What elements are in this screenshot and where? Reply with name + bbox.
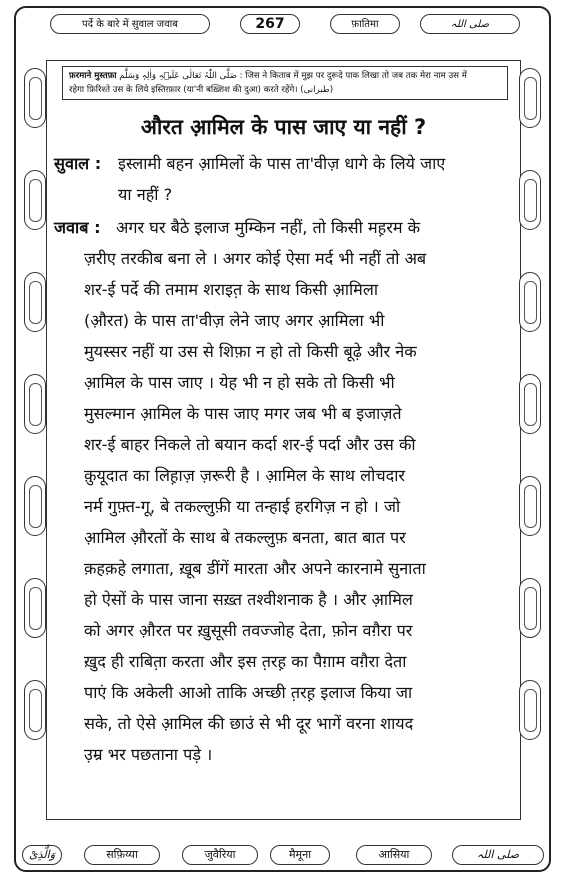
header-calligraphy: صلی اللہ xyxy=(420,14,520,34)
answer-line: सके, तो ऐसे आ़मिल की छाउं से भी दूर भागें वरना शायद xyxy=(84,714,414,733)
side-medallion xyxy=(24,374,46,434)
question-label: सुवाल : xyxy=(54,154,102,173)
footer-calligraphy-left: وَالَّذِیْ xyxy=(22,845,62,865)
answer-line: अगर घर बैठे इलाज मुम्किन नहीं, तो किसी मह़रम के xyxy=(116,218,421,237)
notice-label: फ़रमाने मुस्तफ़ा xyxy=(69,71,117,81)
side-medallion xyxy=(24,170,46,230)
answer-line: शर-ई बाहर निकले तो बयान कर्दा शर-ई पर्दा और उस की xyxy=(84,435,416,454)
side-medallion xyxy=(519,476,541,536)
side-medallion xyxy=(519,374,541,434)
answer-line: पाएं कि अकेली आओ ताकि अच्छी त़रह़ इलाज किया जा xyxy=(84,683,413,702)
side-medallion xyxy=(24,578,46,638)
answer-line: मुयस्सर नहीं या उस से शिफ़ा न हो तो किसी बूढ़े और नेक xyxy=(84,342,417,361)
answer-line: आ़मिल औ़रतों के साथ बे तकल्लुफ़ बनता, बात बात पर xyxy=(84,528,406,547)
footer-name: सफ़िय्या xyxy=(84,845,160,865)
side-medallion xyxy=(519,68,541,128)
page-number: 267 xyxy=(240,14,300,34)
side-medallion xyxy=(519,680,541,740)
side-medallion xyxy=(24,476,46,536)
hadith-notice xyxy=(62,66,508,100)
answer-line: आ़मिल के पास जाए । येह भी न हो सके तो किसी भी xyxy=(84,373,395,392)
answer-line: नर्म गुफ़्त-गू, बे तकल्लुफ़ी या तन्हाई हरगिज़ न हो । जो xyxy=(84,497,401,516)
answer-label: जवाब : xyxy=(54,218,101,237)
footer-name: जुवैरिया xyxy=(182,845,258,865)
footer-calligraphy-right: صلی اللہ xyxy=(452,845,544,865)
side-medallion xyxy=(24,68,46,128)
answer-line: उ़म्र भर पछताना पड़े । xyxy=(84,745,213,764)
answer-line: क़हक़हे लगाता, ख़ूब डींगें मारता और अपने कारनामे सुनाता xyxy=(84,559,426,578)
notice-arabic: صَلَّی اللّٰہُ تَعَالٰی عَلَیۡہِ وَاٰلِہٖ وَسَلَّم xyxy=(119,71,237,81)
answer-line: मुसल्मान आ़मिल के पास जाए मगर जब भी ब इजाज़ते xyxy=(84,404,402,423)
page-header xyxy=(50,12,520,38)
answer-line: हो ऐसों के पास जाना सख़्त तश्वीशनाक है । और आ़मिल xyxy=(84,590,413,609)
answer-line: ज़रीए तरकीब बना ले । अगर कोई ऐसा मर्द भी नहीं तो अब xyxy=(84,249,427,268)
answer-line: ख़ुद ही राबित़ा करता और इस त़रह़ का पैग़ाम वग़ैरा देता xyxy=(84,652,407,671)
section-title: औरत आ़मिल के पास जाए या नहीं ? xyxy=(140,115,427,139)
answer-line: (औ़रत) के पास ता'वीज़ लेने जाए अगर आ़मिला भी xyxy=(84,311,385,330)
side-medallion xyxy=(519,578,541,638)
footer-name: मैमूना xyxy=(270,845,330,865)
answer-line: को अगर औ़रत पर ख़ुसूसी तवज्जोह देता, फ़ोन वग़ैरा पर xyxy=(84,621,413,640)
question-line: इस्लामी बहन आ़मिलों के पास ता'वीज़ धागे के लिये जाए xyxy=(118,154,446,173)
side-medallion xyxy=(519,272,541,332)
footer-name: आसिया xyxy=(356,845,432,865)
notice-line-1: : जिस ने किताब में मुझ पर दुरूदे पाक लिखा तो जब तक मेरा नाम उस में xyxy=(239,71,467,81)
side-medallion xyxy=(24,680,46,740)
notice-line-2: रहेगा फ़िरिश्ते उस के लिये इस्तिग़्फ़ार (या'नी बख़्शिश की दुआ) करते रहेंगे। (طبرانی) xyxy=(69,85,334,95)
answer-line: शर-ई पर्दे की तमाम शराइत़ के साथ किसी आ़मिला xyxy=(84,280,379,299)
header-name: फ़ातिमा xyxy=(330,14,400,34)
side-medallion xyxy=(24,272,46,332)
question-line: या नहीं ? xyxy=(118,185,173,204)
chapter-title: पर्दे के बारे में सुवाल जवाब xyxy=(50,14,210,34)
answer-line: क़ुयूदात का लिह़ाज़ ज़रूरी है । आ़मिल के साथ लोचदार xyxy=(84,466,406,485)
side-medallion xyxy=(519,170,541,230)
